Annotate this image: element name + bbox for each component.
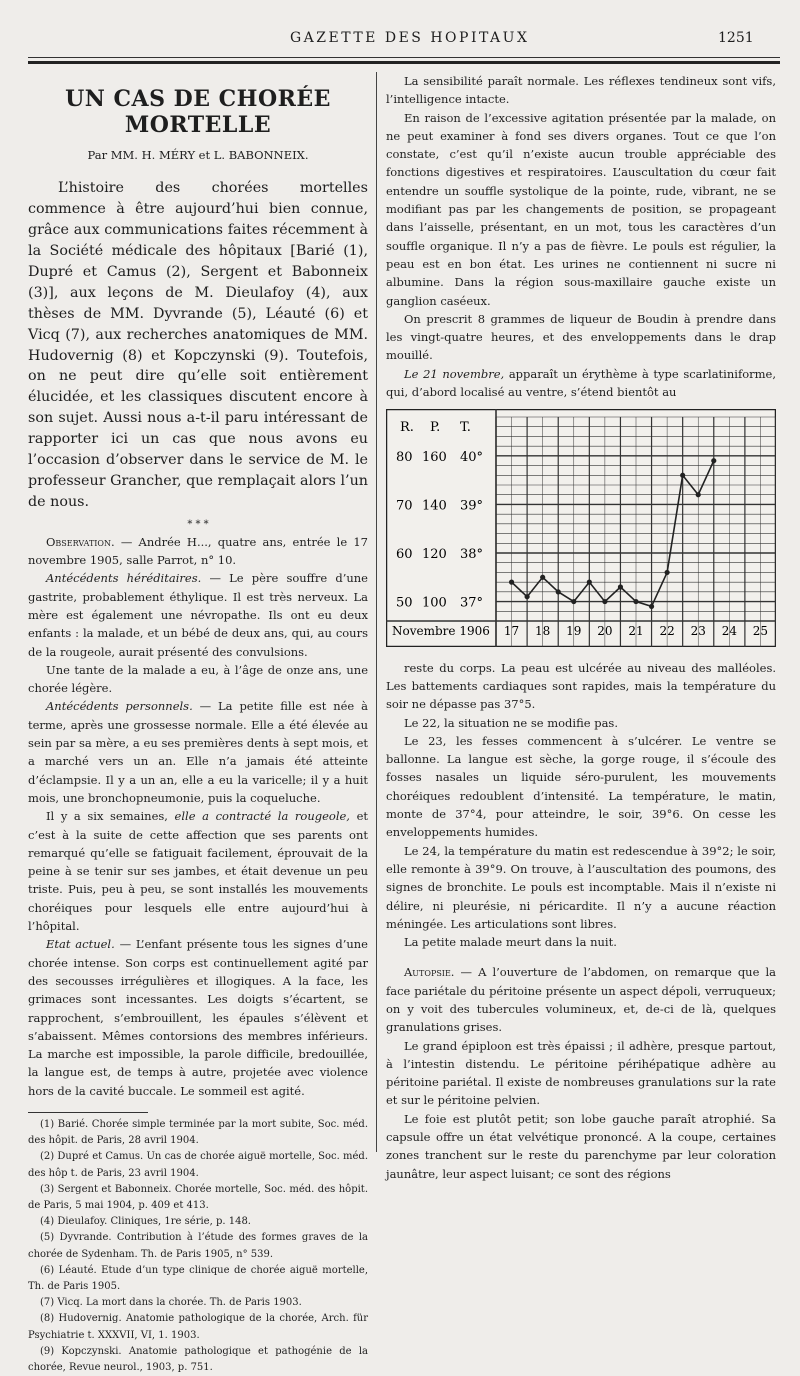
header-label-T: T. — [460, 420, 471, 436]
footnote: (4) Dieulafoy. Cliniques, 1re série, p. 148. — [40, 1216, 251, 1228]
day-label: 25 — [752, 624, 769, 639]
row-label-T: 40° — [460, 450, 484, 466]
footnote: (5) Dyvrande. Contribution à l’étude des formes graves de la chorée de Sydenham. Th. de Paris 1905, n° 539. — [28, 1232, 368, 1260]
temperature-point — [540, 575, 545, 580]
death-paragraph: La petite malade meurt dans la nuit. — [404, 935, 617, 950]
personal-paragraph-2 — [28, 807, 368, 935]
article-authors: Par MM. H. MÉRY et L. BABONNEIX. — [87, 148, 309, 162]
day-label: 19 — [566, 624, 582, 639]
autopsy-text: — A l’ouverture de l’abdomen, on remarque que la face pariétale du péritoine présente un aspect dépoli, verruqueux; on y voit des tubercules volumineux, et, de-ci de là, quelques granulations grises. — [386, 965, 776, 1035]
running-head — [0, 30, 800, 50]
header-label-R: R. — [400, 420, 414, 436]
footnote: (1) Barié. Chorée simple terminée par la mort subite, Soc. méd. des hôpit. de Paris, 28 avril 1904. — [28, 1119, 368, 1147]
row-label-R: 70 — [396, 498, 413, 514]
row-label-T: 39° — [460, 498, 484, 514]
hereditary-heading: Antécédents héréditaires. — [46, 571, 202, 586]
row-label-R: 80 — [396, 450, 413, 466]
footnote: (2) Dupré et Camus. Un cas de chorée aiguë mortelle, Soc. méd. des hôp t. de Paris, 23 avril 1904. — [28, 1151, 368, 1179]
row-label-P: 160 — [422, 450, 447, 466]
footnote: (8) Hudovernig. Anatomie pathologique de la chorée, Arch. für Psychiatrie t. XXXVII, VI, 1. 1903. — [28, 1313, 368, 1341]
day-label: 23 — [690, 624, 706, 639]
liver-paragraph: Le foie est plutôt petit; son lobe gauche paraît atrophié. Sa capsule offre un état velvétique prononcé. A la coupe, certaines zones tranchent sur le reste du parenchyme par leur coloration jaunâtre, leur aspect luisant; ce sont des régions — [386, 1111, 776, 1181]
sensibility-paragraph: La sensibilité paraît normale. Les réflexes tendineux sont vifs, l’intelligence intacte. — [386, 74, 776, 107]
day-label: 21 — [628, 624, 644, 639]
personal-text: — La petite fille est née à terme, après une grossesse normale. Elle a été élevée au sein par sa mère, a eu ses premières dents à sept mois, et a marché vers un an. Elle n’a jamais été atteinte d’éclampsie. Il y a un an, elle a eu la varicelle; il y a huit mois, une bronchopneumonie, puis la coqueluche. — [28, 699, 368, 805]
section-separator: * * * — [187, 518, 209, 530]
header-rule-thick — [28, 61, 780, 64]
footnote: (9) Kopczynski. Anatomie pathologique et pathogénie de la chorée, Revue neurol., 1903, p. 751. — [28, 1345, 368, 1374]
personal-paragraph — [28, 697, 368, 807]
temperature-point — [680, 473, 685, 478]
article-title: UN CAS DE CHORÉE MORTELLE — [65, 86, 331, 138]
temperature-point — [618, 585, 623, 590]
temperature-point — [649, 604, 654, 609]
footnote: (6) Léauté. Etude d’un type clinique de chorée aiguë mortelle, Th. de Paris 1905. — [28, 1264, 368, 1293]
observation-text: — Andrée H..., quatre ans, entrée le 17 novembre 1905, salle Parrot, n° 10. — [28, 534, 368, 568]
temperature-point — [525, 594, 530, 599]
etat-paragraph — [28, 935, 368, 1100]
row-label-R: 60 — [396, 547, 413, 563]
personal-2a: Il y a six semaines, — [46, 809, 175, 824]
autopsy-heading: Autopsie. — [404, 965, 455, 980]
temperature-point — [665, 570, 670, 575]
etat-heading: Etat actuel. — [46, 937, 115, 952]
nov21-paragraph — [386, 365, 776, 402]
day-label: 17 — [503, 624, 520, 639]
intro-paragraph: L’histoire des chorées mortelles commence à être aujourd’hui bien connue, grâce aux communications faites récemment à la Société médicale des hôpitaux [Barié (1), Dupré et Camus (2), Sergent et Babonneix (3)], aux leçons de M. Dieulafoy (4), aux thèses de MM. Dyvrande (5), Léauté (6) et Vicq (7), aux recherches anatomiques de MM. Hudovernig (8) et Kopczynski (9). Toutefois, on ne peut dire qu’elle soit entièrement élucidée, et les classiques discutent encore à son sujet. Aussi nous a-t-il paru intéressant de rapporter ici un cas que nous avons eu l’occasion d’observer dans le service de M. le professeur Grancher, que remplaçait alors l’un de nous. — [28, 180, 368, 510]
hereditary-paragraph — [28, 569, 368, 660]
nov22-paragraph: Le 22, la situation ne se modifie pas. — [404, 715, 618, 730]
row-label-R: 50 — [396, 595, 413, 611]
nov24-paragraph: Le 24, la température du matin est redescendue à 39°2; le soir, elle remonte à 39°9. On trouve, à l’auscultation des poumons, des signes de bronchite. Le pouls est incomptable. Mais il n’existe ni délire, ni pleurésie, ni péricardite. Il n’y a aucune réaction méningée. Les articulations sont libres. — [386, 843, 776, 931]
observation-heading: Observation. — [46, 534, 115, 549]
row-label-P: 120 — [422, 547, 447, 563]
row-label-T: 38° — [460, 547, 484, 563]
hereditary-text: — Le père souffre d’une gastrite, probablement éthylique. Il est très nerveux. La mère est également une névropathe. Ils ont eu deux enfants : la malade, et un bébé de deux ans, qui, au cours de la rougeole, aurait présenté des convulsions. — [28, 571, 368, 659]
day-label: 20 — [597, 624, 613, 639]
row-label-P: 140 — [422, 498, 447, 514]
personal-heading: Antécédents personnels. — [46, 699, 193, 714]
observation-paragraph — [28, 533, 368, 570]
skin-paragraph: reste du corps. La peau est ulcérée au niveau des malléoles. Les battements cardiaques sont rapides, mais la température du soir ne dépasse pas 37°5. — [386, 660, 776, 712]
temperature-chart — [386, 409, 776, 652]
prescription-paragraph: On prescrit 8 grammes de liqueur de Boudin à prendre dans les vingt-quatre heures, et des enveloppements dans le drap mouillé. — [386, 311, 776, 363]
day-label: 24 — [721, 624, 737, 639]
epiploon-paragraph: Le grand épiploon est très épaissi ; il adhère, presque partout, à l’intestin distendu. Le péritoine périhépatique adhère au péritoine pariétal. Il existe de nombreuses granulations sur la rate et sur le péritoine pelvien. — [386, 1038, 776, 1108]
temperature-point — [633, 599, 638, 604]
temperature-point — [602, 599, 607, 604]
personal-2c: et c’est à la suite de cette affection que ses parents ont remarqué qu’elle se fatiguait facilement, éprouvait de la peine à se tenir sur ses jambes, et était devenue un peu triste. Puis, peu à peu, se sont installés les mouvements choréiques pour lesquels elle entre aujourd’hui à l’hôpital. — [28, 809, 368, 934]
column-divider — [376, 72, 377, 1152]
nov23-paragraph: Le 23, les fesses commencent à s’ulcérer. Le ventre se ballonne. La langue est sèche, la gorge rouge, il s’écoule des fosses nasales un liquide séro-purulent, les mouvements choréiques redoublent d’intensité. La température, le matin, monte de 37°4, pour atteindre, le soir, 39°6. On cesse les enveloppements humides. — [386, 733, 776, 840]
day-labels — [504, 624, 768, 638]
footnote-rule — [28, 1112, 148, 1113]
footnotes — [28, 1117, 368, 1376]
temperature-point — [711, 458, 716, 463]
header-label-P: P. — [430, 420, 441, 436]
temperature-point — [696, 492, 701, 497]
day-label: 18 — [535, 624, 551, 639]
nov21-date: Le 21 novembre, — [404, 366, 505, 381]
personal-2b: elle a contracté la rougeole, — [174, 809, 350, 824]
right-column — [386, 72, 776, 1183]
month-label: Novembre 1906 — [392, 624, 490, 639]
left-column — [28, 72, 368, 1376]
temperature-point — [587, 580, 592, 585]
footnote: (7) Vicq. La mort dans la chorée. Th. de Paris 1903. — [40, 1297, 302, 1309]
day-label: 22 — [659, 624, 675, 639]
temperature-chart-svg — [386, 409, 776, 647]
autopsy-paragraph — [386, 963, 776, 1036]
header-rule-thin — [28, 57, 780, 58]
nov21-text: apparaît un érythème à type scarlatiniforme, qui, d’abord localisé au ventre, s’étend bientôt au — [386, 366, 776, 400]
row-label-P: 100 — [422, 595, 447, 611]
chart-frame — [387, 410, 776, 647]
etat-text: — L’enfant présente tous les signes d’une chorée intense. Son corps est continuellement agité par des secousses irrégulières et illogiques. A la face, les grimaces sont incessantes. Les doigts s’écartent, se rapprochent, s’embrouillent, les épaules s’élèvent et s’abaissent. Mêmes contorsions des membres inférieurs. La marche est impossible, la parole difficile, bredouillée, la langue est, de temps à autre, projetée avec violence hors de la cavité buccale. Le sommeil est agité. — [28, 937, 368, 1098]
journal-title: GAZETTE DES HOPITAUX — [290, 30, 530, 46]
temperature-point — [556, 590, 561, 595]
footnote: (3) Sergent et Babonneix. Chorée mortelle, Soc. méd. des hôpit. de Paris, 5 mai 1904, p. 409 et 413. — [28, 1183, 368, 1212]
hereditary-paragraph-2: Une tante de la malade a eu, à l’âge de onze ans, une chorée légère. — [28, 662, 368, 696]
examination-paragraph: En raison de l’excessive agitation présentée par la malade, on ne peut examiner à fond ses divers organes. Tout ce que l’on constate, c’est qu’il n’existe aucun trouble appréciable des fonctions digestives et respiratoires. L’auscultation du cœur fait entendre un souffle systolique de la pointe, rude, vibrant, ne se modifiant pas par les changements de position, se propageant dans l’aisselle, présentant, en un mot, tous les caractères d’un souffle organique. Il n’y a pas de fièvre. Le pouls est régulier, la peau est en bon état. Les urines ne contiennent ni sucre ni albumine. Dans la région sous-maxillaire gauche existe un ganglion caséeux. — [386, 110, 776, 308]
row-label-T: 37° — [460, 595, 484, 611]
temperature-point — [571, 599, 576, 604]
page-number: 1251 — [718, 30, 754, 46]
temperature-point — [509, 580, 514, 585]
